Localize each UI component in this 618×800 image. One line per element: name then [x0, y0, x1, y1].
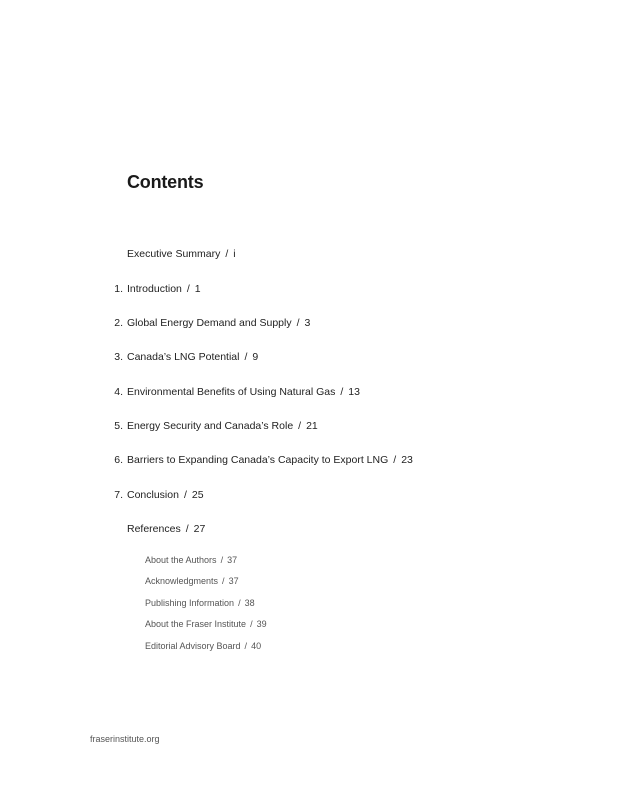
toc-subentry-page: 37 — [227, 555, 238, 565]
toc-entry-number: 4. — [114, 386, 123, 398]
toc-entry-label: Global Energy Demand and Supply — [127, 317, 292, 329]
toc-entry-number: 5. — [114, 420, 123, 432]
toc-separator: / — [225, 248, 229, 260]
toc-entry-global-energy[interactable] — [114, 317, 311, 329]
toc-subentry-label: Publishing Information — [145, 598, 235, 608]
toc-separator: / — [244, 351, 248, 363]
toc-entry-page: 13 — [348, 386, 360, 398]
toc-separator: / — [296, 317, 300, 329]
toc-entry-page: 21 — [306, 420, 318, 432]
toc-entry-references[interactable] — [127, 523, 205, 535]
toc-entry-page: 23 — [401, 454, 413, 466]
toc-entry-page: 25 — [191, 489, 204, 501]
toc-separator: / — [222, 576, 225, 586]
toc-separator: / — [250, 619, 253, 629]
toc-separator: / — [298, 420, 302, 432]
toc-entry-label: Canada’s LNG Potential — [127, 351, 240, 363]
toc-subentry-label: Editorial Advisory Board — [145, 641, 241, 651]
toc-entry-number: 2. — [114, 317, 123, 329]
toc-entry-label: Executive Summary — [127, 248, 221, 260]
toc-separator: / — [185, 523, 189, 535]
toc-entry-environmental-benefits[interactable] — [114, 386, 360, 398]
toc-subentry-label: Acknowledgments — [145, 576, 219, 586]
toc-entry-conclusion[interactable] — [114, 489, 204, 501]
toc-entry-number: 6. — [114, 454, 123, 466]
toc-separator: / — [393, 454, 397, 466]
toc-separator: / — [244, 641, 248, 651]
toc-entry-introduction[interactable] — [114, 283, 201, 295]
page-title: Contents — [127, 172, 204, 192]
toc-entry-number: 7. — [114, 489, 123, 501]
toc-subentry-about-fraser-institute[interactable] — [145, 619, 267, 629]
toc-subentry-publishing-information[interactable] — [145, 598, 255, 608]
toc-separator: / — [183, 489, 187, 501]
toc-entry-lng-potential[interactable] — [114, 351, 259, 363]
toc-subentry-about-authors[interactable] — [145, 555, 237, 565]
toc-entry-label: Environmental Benefits of Using Natural Gas — [127, 386, 336, 398]
toc-separator: / — [220, 555, 224, 565]
toc-subentry-page: 37 — [228, 576, 239, 586]
toc-entry-label: References — [127, 523, 181, 535]
toc-subentry-page: 38 — [244, 598, 255, 608]
toc-subentry-editorial-advisory-board[interactable] — [145, 641, 261, 651]
toc-subentry-acknowledgments[interactable] — [145, 576, 239, 586]
toc-entry-page: i — [233, 248, 236, 260]
toc-entry-page: 1 — [194, 283, 201, 295]
toc-entry-label: Conclusion — [127, 489, 179, 501]
toc-entry-energy-security[interactable] — [114, 420, 318, 432]
toc-entry-page: 27 — [193, 523, 206, 535]
toc-entry-label: Barriers to Expanding Canada’s Capacity to Export LNG — [127, 454, 389, 466]
toc-entry-page: 3 — [304, 317, 311, 329]
toc-subentry-label: About the Fraser Institute — [145, 619, 247, 629]
toc-separator: / — [186, 283, 190, 295]
toc-subentry-page: 40 — [251, 641, 262, 651]
toc-subentry-page: 39 — [256, 619, 267, 629]
toc-subentry-label: About the Authors — [145, 555, 217, 565]
toc-entry-label: Introduction — [127, 283, 182, 295]
toc-entry-label: Energy Security and Canada’s Role — [127, 420, 294, 432]
toc-entry-executive-summary[interactable] — [127, 248, 236, 260]
toc-separator: / — [340, 386, 344, 398]
toc-entry-page: 9 — [252, 351, 259, 363]
toc-entry-barriers[interactable] — [114, 454, 413, 466]
toc-entry-number: 3. — [114, 351, 123, 363]
toc-separator: / — [238, 598, 241, 608]
footer-url[interactable]: fraserinstitute.org — [90, 734, 160, 744]
toc-entry-number: 1. — [114, 283, 123, 295]
